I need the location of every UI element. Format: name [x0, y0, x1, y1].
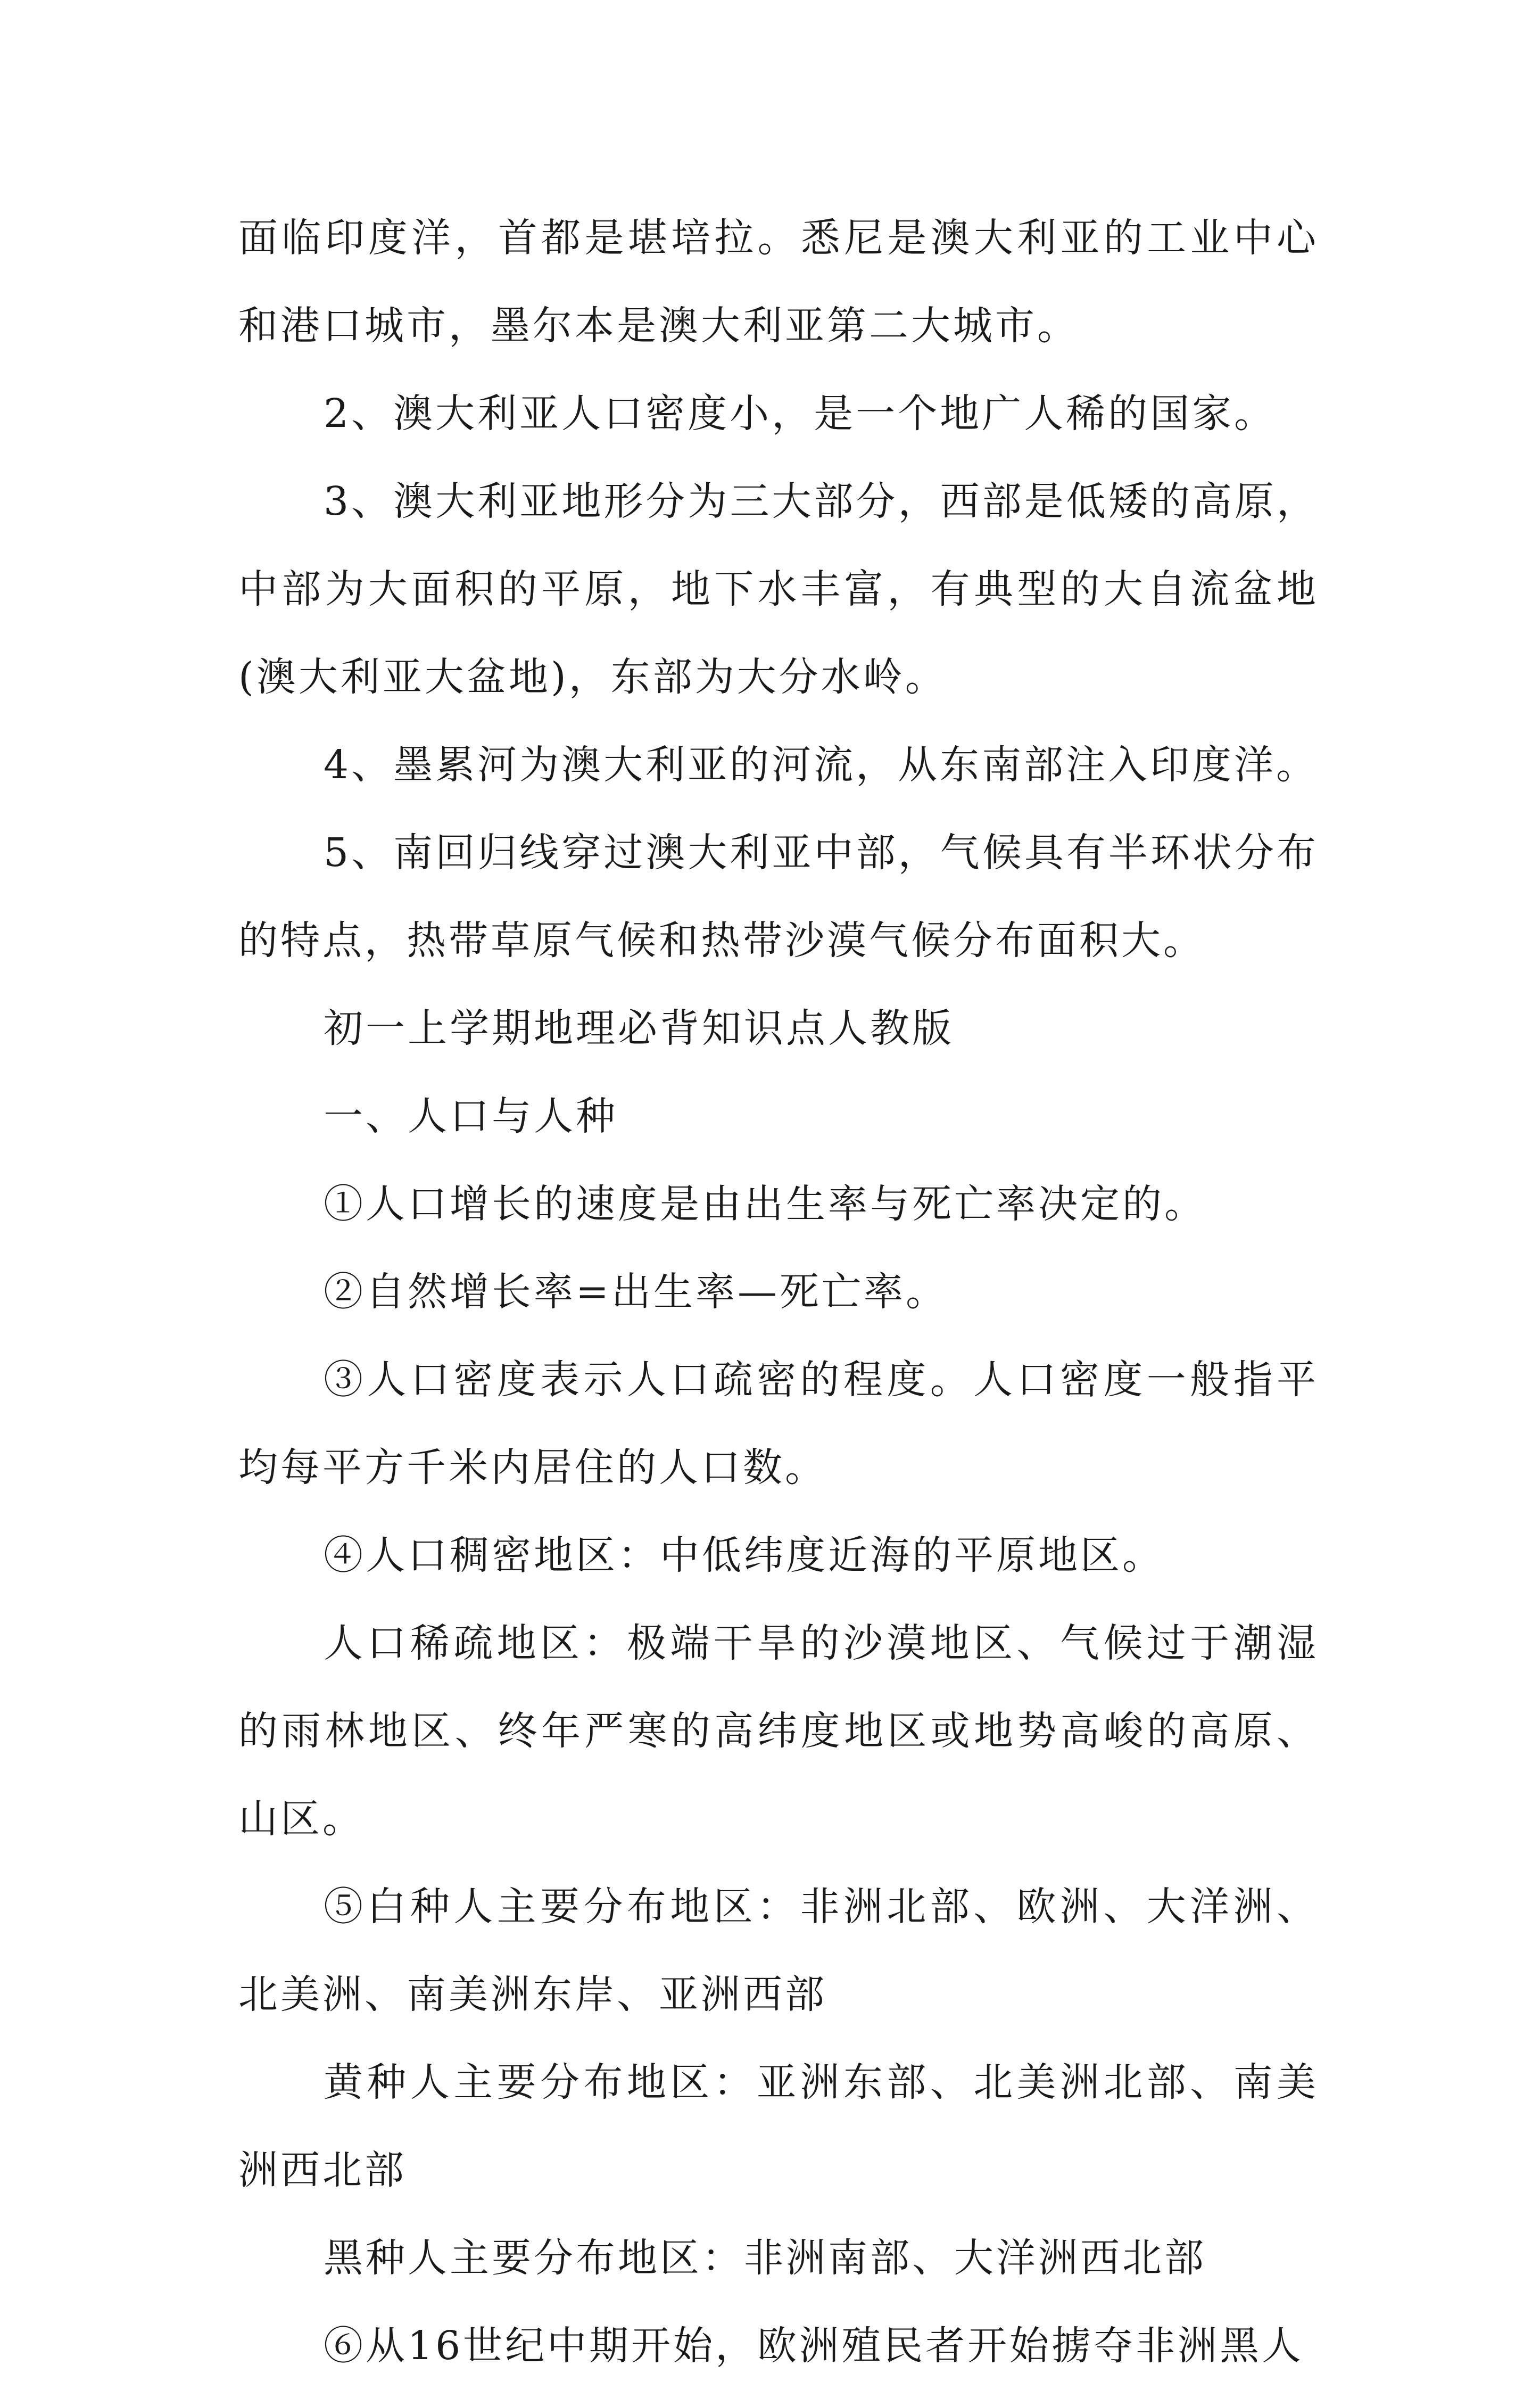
list-item-growth-rate: ①人口增长的速度是由出生率与死亡率决定的。	[324, 1181, 1206, 1227]
paragraph-yellow-race: 黄种人主要分布地区：亚洲东部、北美洲北部、南美洲西北部	[238, 2059, 1319, 2193]
paragraph-black-race: 黑种人主要分布地区：非洲南部、大洋洲西北部	[324, 2235, 1206, 2281]
paragraph-australia-cities: 面临印度洋，首都是堪培拉。悉尼是澳大利亚的工业中心和港口城市，墨尔本是澳大利亚第二大城市。	[238, 215, 1319, 349]
list-item-colonial-history: ⑥从16世纪中期开始，欧洲殖民者开始掳夺非洲黑人	[324, 2323, 1304, 2369]
section-title: 初一上学期地理必背知识点人教版	[324, 1006, 954, 1051]
paragraph-sparse-areas: 人口稀疏地区：极端干旱的沙漠地区、气候过于潮湿的雨林地区、终年严寒的高纬度地区或地势高峻的高原、山区。	[238, 1620, 1319, 1842]
paragraph-population-density: 2、澳大利亚人口密度小，是一个地广人稀的国家。	[324, 391, 1277, 436]
list-item-white-race: ⑤白种人主要分布地区：非洲北部、欧洲、大洋洲、北美洲、南美洲东岸、亚洲西部	[238, 1884, 1319, 2017]
section-heading-population-race: 一、人口与人种	[324, 1093, 618, 1139]
document-body	[238, 194, 1319, 2390]
paragraph-climate: 5、南回归线穿过澳大利亚中部，气候具有半环状分布的特点，热带草原气候和热带沙漠气候分布面积大。	[238, 830, 1319, 963]
paragraph-murray-river: 4、墨累河为澳大利亚的河流，从东南部注入印度洋。	[324, 742, 1319, 788]
list-item-density-definition: ③人口密度表示人口疏密的程度。人口密度一般指平均每平方千米内居住的人口数。	[238, 1357, 1319, 1490]
list-item-dense-areas: ④人口稠密地区：中低纬度近海的平原地区。	[324, 1532, 1164, 1578]
paragraph-terrain: 3、澳大利亚地形分为三大部分，西部是低矮的高原，中部为大面积的平原，地下水丰富，有典型的大自流盆地(澳大利亚大盆地)，东部为大分水岭。	[238, 479, 1319, 700]
list-item-natural-growth: ②自然增长率=出生率—死亡率。	[324, 1269, 948, 1315]
